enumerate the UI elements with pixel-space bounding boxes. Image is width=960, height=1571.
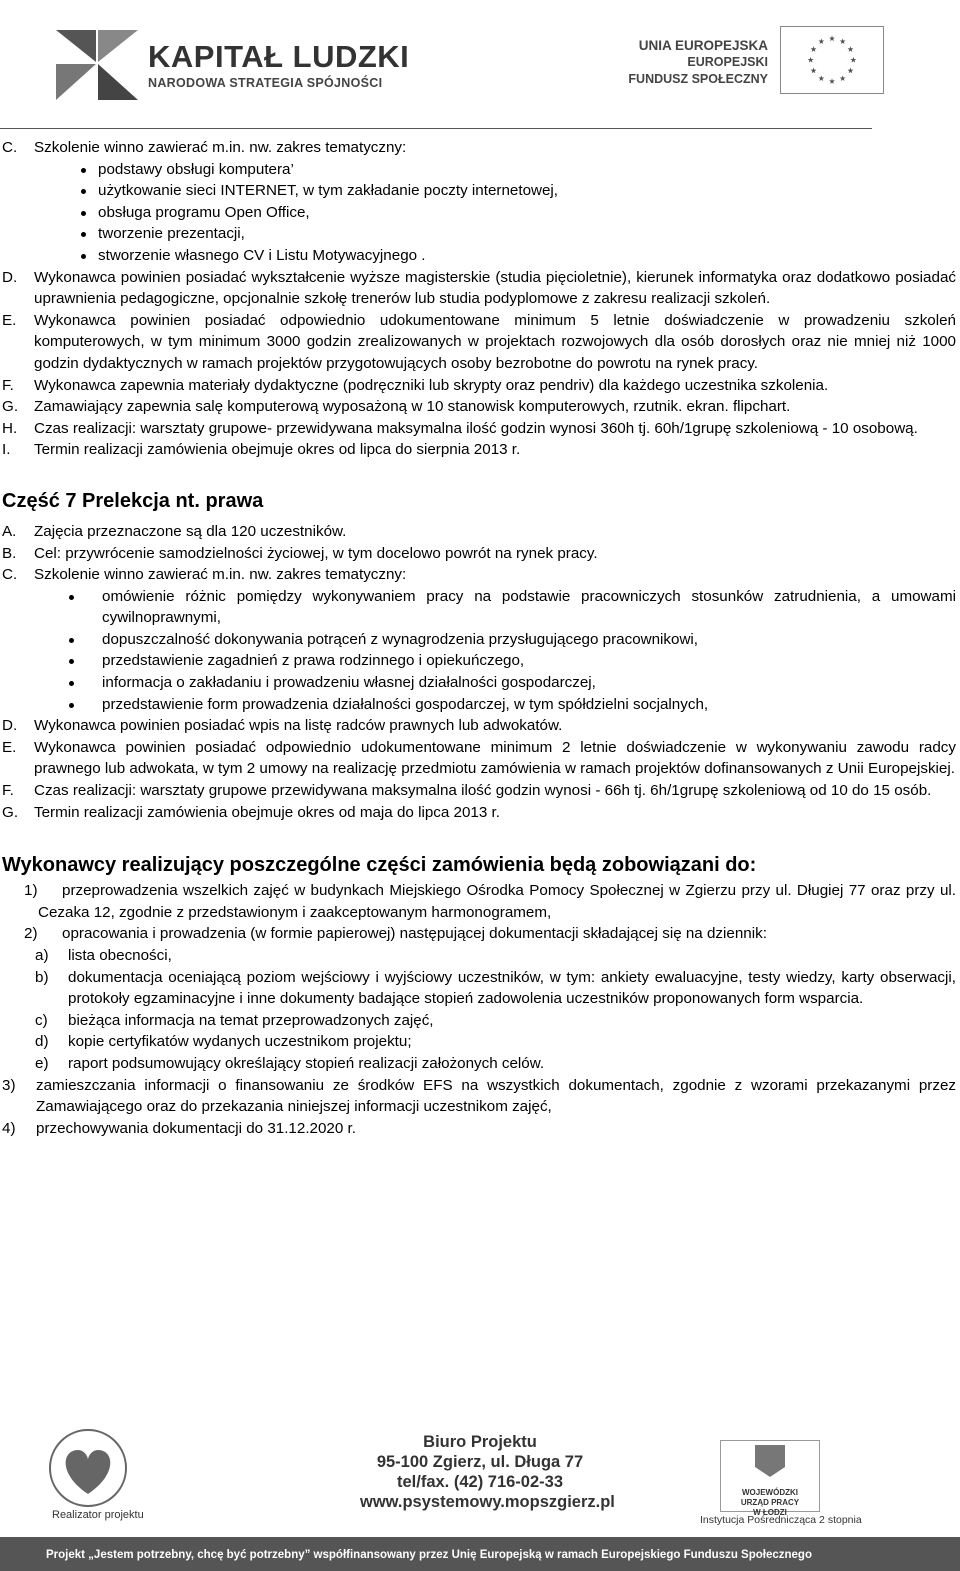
project-office-line-4: www.psystemowy.mopszgierz.pl bbox=[360, 1493, 615, 1511]
page-footer bbox=[0, 1418, 960, 1561]
obligation-2-sub-c: c) bieżąca informacja na temat przeprowadzonych zajęć, bbox=[35, 1011, 434, 1029]
obligation-4: 4) przechowywania dokumentacji do 31.12.2020 r. bbox=[2, 1119, 356, 1137]
obligations-title: Wykonawcy realizujący poszczególne części zamówienia będą zobowiązani do: bbox=[2, 854, 757, 877]
bullet-item: dopuszczalność dokonywania potrąceń z wynagrodzenia przysługującego pracownikowi, bbox=[2, 629, 956, 651]
kapital-ludzki-logo bbox=[52, 26, 142, 104]
bullet-item: przedstawienie zagadnień z prawa rodzinnego i opiekuńczego, bbox=[2, 650, 956, 672]
bullet-item: tworzenie prezentacji, bbox=[2, 223, 956, 245]
part7-item-a: A. Zajęcia przeznaczone są dla 120 uczestników. bbox=[2, 522, 347, 540]
institution-caption: Instytucja Pośrednicząca 2 stopnia bbox=[700, 1514, 862, 1526]
part7-item-g: G. Termin realizacji zamówienia obejmuje okres od maja do lipca 2013 r. bbox=[2, 803, 500, 821]
heart-logo-icon bbox=[40, 1428, 150, 1520]
item-h: H. Czas realizacji: warsztaty grupowe- przewidywana maksymalna ilość godzin wynosi 360h tj. 60h/1grupę szkoleniową - 10 osobową. bbox=[2, 419, 918, 437]
wup-emblem-icon bbox=[721, 1441, 819, 1481]
item-c: C. Szkolenie winno zawierać m.in. nw. zakres tematyczny: bbox=[2, 139, 407, 156]
bullet-item: informacja o zakładaniu i prowadzeniu własnej działalności gospodarczej, bbox=[2, 672, 956, 694]
bullet-item: użytkowanie sieci INTERNET, w tym zakładanie poczty internetowej, bbox=[2, 180, 956, 202]
wup-line-3: W ŁODZI bbox=[753, 1507, 787, 1517]
obligation-3: 3) zamieszczania informacji o finansowaniu ze środków EFS na wszystkich dokumentach, zgodnie z wzorami przekazanymi przez Zamawiającego oraz do przekazania niniejszej informacji uczestnikom zajęć, bbox=[2, 1076, 956, 1116]
wup-line-1: WOJEWÓDZKI bbox=[742, 1487, 798, 1497]
wup-logo bbox=[720, 1440, 820, 1517]
ue-line-2: EUROPEJSKI bbox=[687, 55, 768, 69]
obligation-2: 2) opracowania i prowadzenia (w formie papierowej) następującej dokumentacji składającej się na dziennik: bbox=[24, 925, 767, 943]
header-divider bbox=[0, 128, 872, 129]
part7-item-b: B. Cel: przywrócenie samodzielności życiowej, w tym docelowo powrót na rynek pracy. bbox=[2, 544, 598, 562]
ue-line-3: FUNDUSZ SPOŁECZNY bbox=[628, 72, 768, 86]
obligation-2-sub-d: d) kopie certyfikatów wydanych uczestnikom projektu; bbox=[35, 1033, 412, 1051]
part7-item-d: D. Wykonawca powinien posiadać wpis na listę radców prawnych lub adwokatów. bbox=[2, 717, 563, 735]
obligation-2-sub-a: a) lista obecności, bbox=[35, 947, 172, 964]
part7-item-c: C. Szkolenie winno zawierać m.in. nw. zakres tematyczny: bbox=[2, 566, 407, 584]
project-office-line-2: 95-100 Zgierz, ul. Długa 77 bbox=[376, 1453, 584, 1471]
realizator-caption: Realizator projektu bbox=[52, 1509, 144, 1521]
eu-flag-icon bbox=[780, 26, 884, 94]
project-office-line-3: tel/fax. (42) 716-02-33 bbox=[396, 1473, 563, 1491]
bullet-item: obsługa programu Open Office, bbox=[2, 202, 956, 224]
bullet-item: stworzenie własnego CV i Listu Motywacyjnego . bbox=[2, 245, 956, 267]
page-header bbox=[0, 0, 960, 130]
bullet-item: omówienie różnic pomiędzy wykonywaniem pracy na podstawie pracowniczych stosunków zatrudnienia, a umowami cywilnoprawnymi, bbox=[2, 586, 956, 629]
project-office-block bbox=[360, 1432, 615, 1512]
part7-item-f: F. Czas realizacji: warsztaty grupowe przewidywana maksymalna ilość godzin wynosi - 66h tj. 6h/1grupę szkoleniową od 10 do 15 osób. bbox=[2, 782, 932, 800]
item-d: D. Wykonawca powinien posiadać wykształcenie wyższe magisterskie (studia pięcioletnie), kierunek informatyka oraz dodatkowo posiadać uprawnienia pedagogiczne, opcjonalnie szkołę trenerów lub studia podyplomowe z zakresu realizacji szkoleń. bbox=[2, 268, 956, 308]
wup-line-2: URZĄD PRACY bbox=[740, 1497, 800, 1507]
item-i: I. Termin realizacji zamówienia obejmuje okres od lipca do sierpnia 2013 r. bbox=[2, 441, 521, 459]
bullet-item: przedstawienie form prowadzenia działalności gospodarczej, w tym spółdzielni socjalnych, bbox=[2, 694, 956, 716]
ue-line-1: UNIA EUROPEJSKA bbox=[638, 38, 768, 53]
footer-note: Projekt „Jestem potrzebny, chcę być potrzebny” współfinansowany przez Unię Europejską w ramach Europejskiego Funduszu Społecznego bbox=[46, 1549, 812, 1561]
item-g: G. Zamawiający zapewnia salę komputerową wyposażoną w 10 stanowisk komputerowych, rzutnik. ekran. flipchart. bbox=[2, 398, 791, 416]
obligation-2-sub-b: b) dokumentacja oceniającą poziom wejściowy i wyjściowy uczestników, w tym: ankiety ewaluacyjne, testy wiedzy, karty obserwacji, protokoły egzaminacyjne i inne dokumenty badające stopień zadowolenia uczestników proponowanych form wsparcia. bbox=[35, 968, 956, 1008]
obligation-1: 1) przeprowadzenia wszelkich zajęć w budynkach Miejskiego Ośrodka Pomocy Społecznej w Zgierzu przy ul. Długiej 77 oraz przy ul. Cezaka 12, zgodnie z przedstawionym i zaakceptowanym harmonogramem, bbox=[24, 882, 956, 921]
kapital-ludzki-title: KAPITAŁ LUDZKI bbox=[148, 39, 410, 74]
obligation-2-sub-e: e) raport podsumowujący określający stopień realizacji założonych celów. bbox=[35, 1054, 545, 1072]
item-e: E. Wykonawca powinien posiadać odpowiednio udokumentowane minimum 5 letnie doświadczenie w prowadzeniu szkoleń komputerowych, w tym minimum 3000 godzin zrealizowanych w projektach rozwojowych dla osób dorosłych oraz nie mniej niż 1000 godzin dydaktycznych w ramach projektów przygotowujących osoby bezrobotne do powrotu na rynek pracy. bbox=[2, 311, 956, 372]
part-7-title: Część 7 Prelekcja nt. prawa bbox=[2, 489, 264, 512]
part7-item-e: E. Wykonawca powinien posiadać odpowiednio udokumentowane minimum 2 letnie doświadczenie w wykonywaniu zawodu radcy prawnego lub adwokata, w tym 2 umowy na realizację przedmiotu zamówienia w ramach projektów dofinansowanych z Unii Europejskiej. bbox=[2, 738, 956, 778]
project-office-line-1: Biuro Projektu bbox=[423, 1433, 537, 1451]
item-f: F. Wykonawca zapewnia materiały dydaktyczne (podręczniki lub skrypty oraz pendriv) dla każdego uczestnika szkolenia. bbox=[2, 376, 829, 394]
bullet-item: podstawy obsługi komputera’ bbox=[2, 159, 956, 181]
document-body bbox=[0, 137, 960, 1139]
kapital-ludzki-subtitle: NARODOWA STRATEGIA SPÓJNOŚCI bbox=[148, 76, 383, 90]
ue-text-block bbox=[610, 37, 768, 88]
